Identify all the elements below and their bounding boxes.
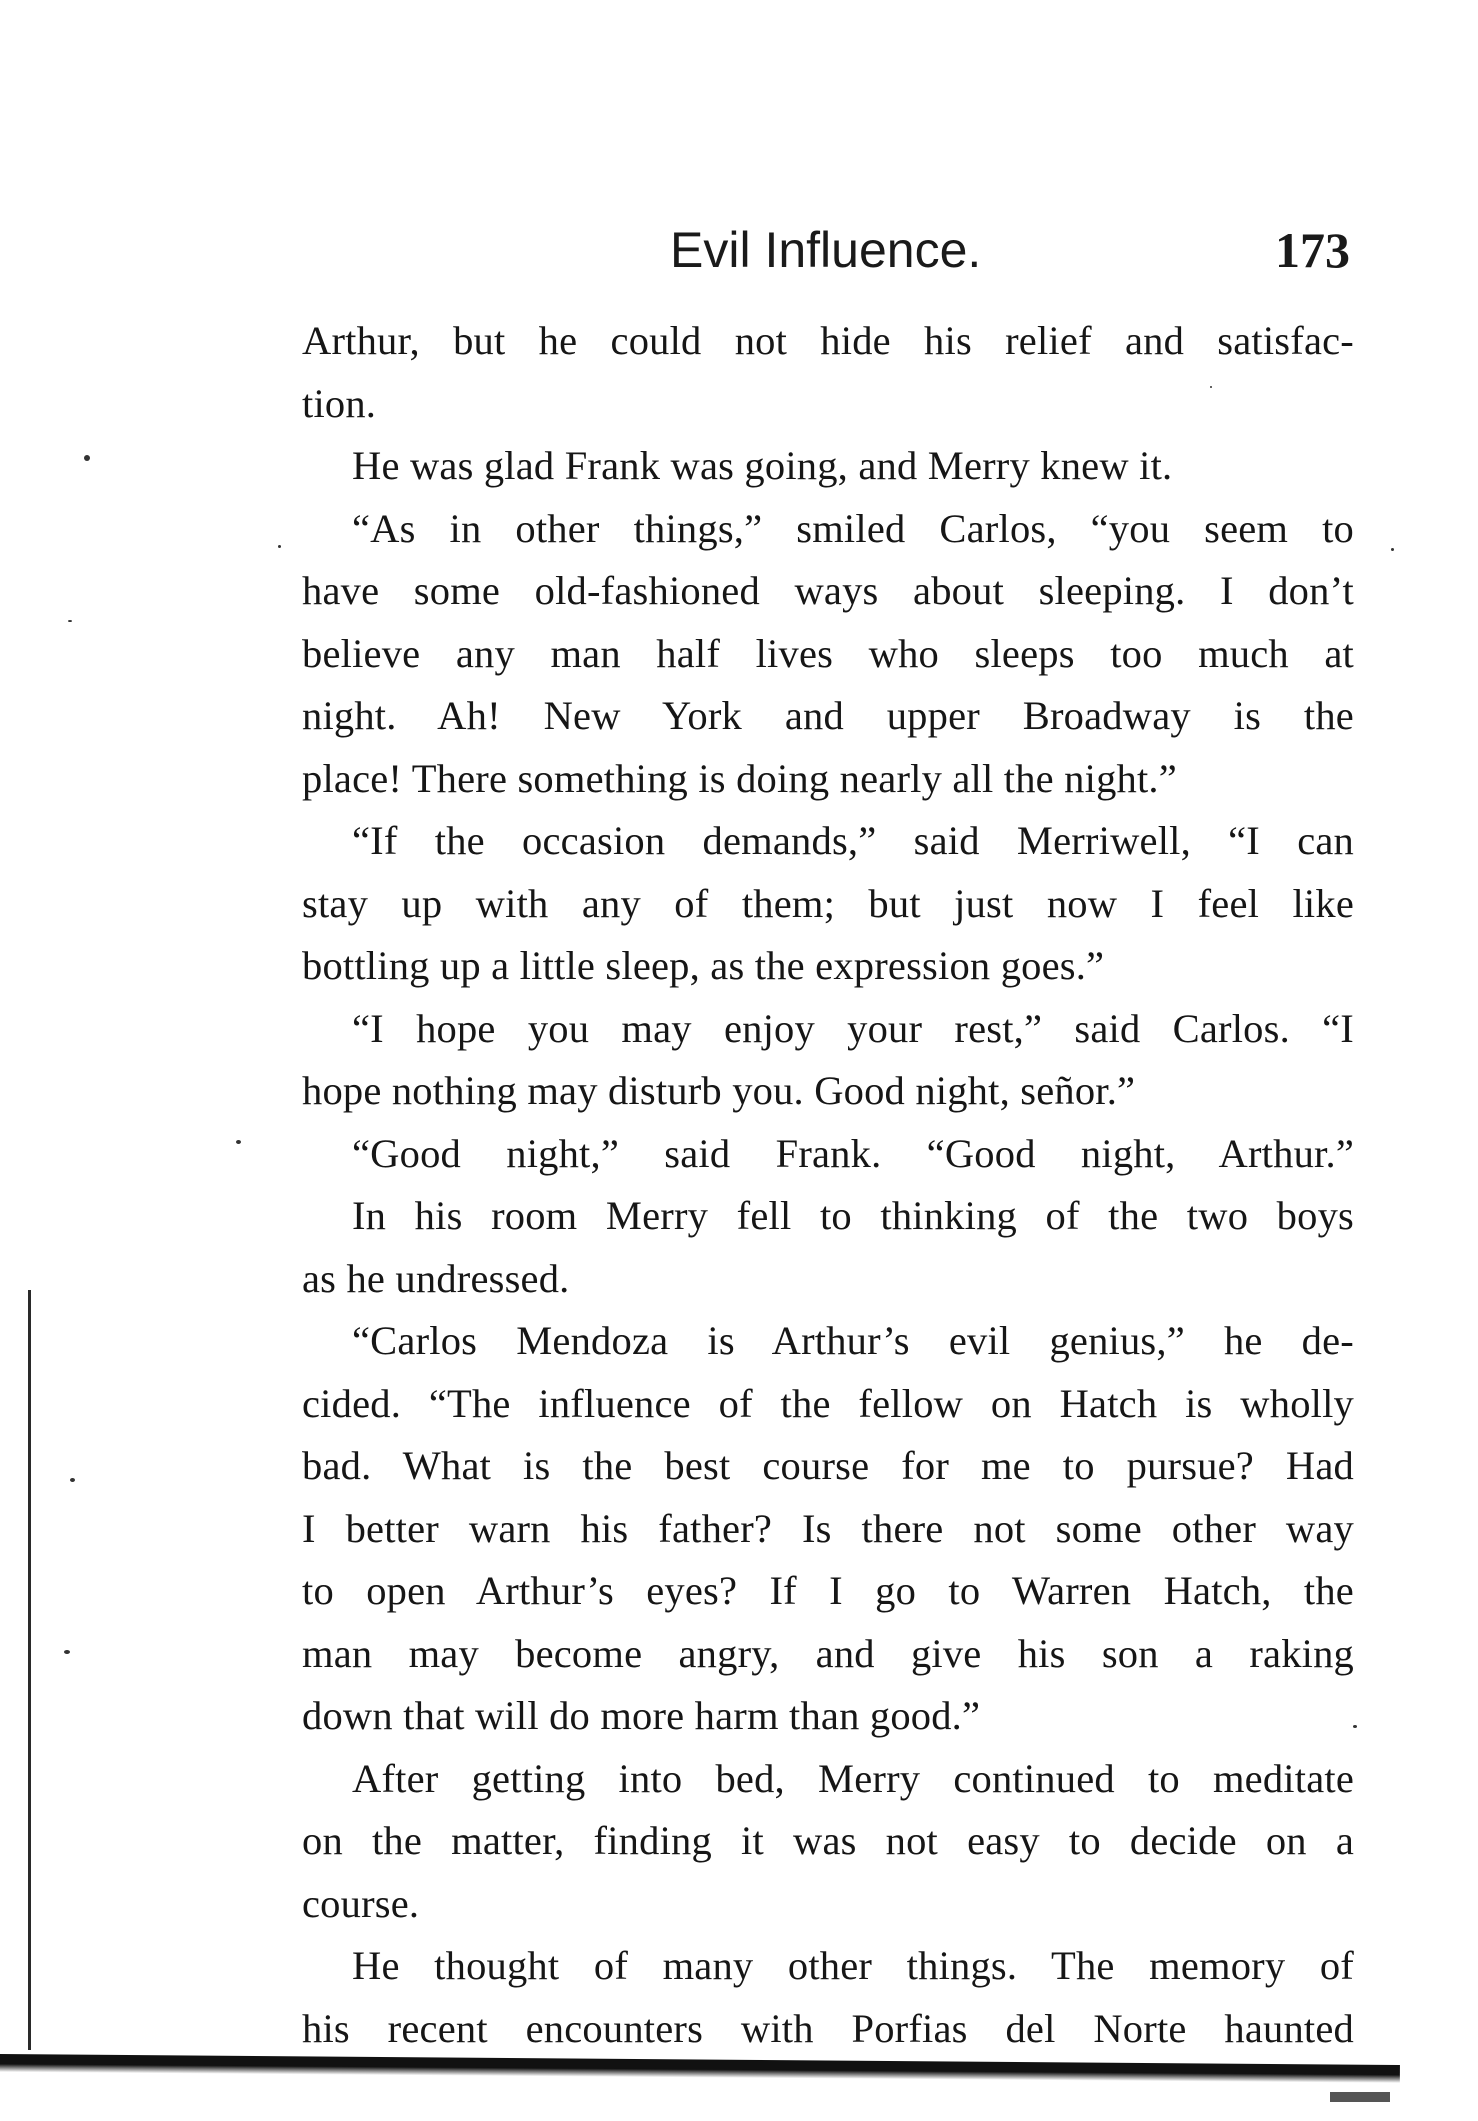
text-line: In his room Merry fell to thinking of the two boys: [352, 1193, 1354, 1238]
text-line: bad. What is the best course for me to pursue? Had: [302, 1443, 1354, 1488]
text-line: Arthur, but he could not hide his relief and satisfac-: [302, 318, 1354, 363]
body-text: [302, 310, 1354, 2060]
text-line: his recent encounters with Porfias del Norte haunted: [302, 2005, 1354, 2051]
scan-speck: [68, 620, 72, 622]
text-line: believe any man half lives who sleeps too much at: [302, 630, 1354, 676]
margin-rule: [28, 1290, 31, 2050]
text-line: to open Arthur’s eyes? If I go to Warren Hatch, the: [302, 1568, 1354, 1613]
scan-speck: [1353, 1725, 1357, 1728]
scan-speck: [1210, 386, 1212, 388]
text-line: bottling up a little sleep, as the expression goes.”: [302, 943, 1105, 988]
scan-speck: [236, 1140, 241, 1144]
scan-speck: [84, 455, 90, 461]
page-number: 173: [1275, 222, 1350, 278]
text-line: “If the occasion demands,” said Merriwell, “I can: [352, 818, 1354, 863]
text-line: cided. “The influence of the fellow on Hatch is wholly: [302, 1380, 1354, 1426]
scan-speck: [64, 1650, 70, 1654]
text-line: “I hope you may enjoy your rest,” said Carlos. “I: [352, 1005, 1354, 1051]
text-line: place! There something is doing nearly all the night.”: [302, 755, 1177, 801]
running-head: [300, 210, 1350, 290]
text-line: on the matter, finding it was not easy to decide on a: [302, 1818, 1354, 1863]
text-line: night. Ah! New York and upper Broadway is the: [302, 693, 1354, 738]
text-line: He thought of many other things. The memory of: [352, 1943, 1354, 1988]
text-line: as he undressed.: [302, 1255, 570, 1301]
chapter-title: Evil Influence.: [670, 222, 982, 278]
text-line: “Good night,” said Frank. “Good night, Arthur.”: [352, 1130, 1354, 1176]
text-line: man may become angry, and give his son a raking: [302, 1630, 1354, 1676]
text-line: have some old-fashioned ways about sleeping. I don’t: [302, 568, 1354, 613]
text-line: He was glad Frank was going, and Merry knew it.: [352, 443, 1173, 488]
text-line: down that will do more harm than good.”: [302, 1693, 981, 1738]
scan-speck: [70, 1478, 75, 1482]
scan-smudge: [1330, 2092, 1390, 2102]
text-line: hope nothing may disturb you. Good night, señor.”: [302, 1068, 1136, 1113]
text-line: tion.: [302, 380, 377, 426]
scan-speck: [1391, 548, 1394, 551]
text-line: After getting into bed, Merry continued to meditate: [352, 1755, 1354, 1801]
text-line: “Carlos Mendoza is Arthur’s evil genius,” he de-: [352, 1318, 1354, 1363]
text-line: “As in other things,” smiled Carlos, “you seem to: [352, 505, 1354, 551]
text-line: I better warn his father? Is there not some other way: [302, 1505, 1354, 1551]
scan-speck: [278, 545, 281, 548]
text-line: course.: [302, 1880, 420, 1926]
text-line: stay up with any of them; but just now I feel like: [302, 880, 1354, 926]
